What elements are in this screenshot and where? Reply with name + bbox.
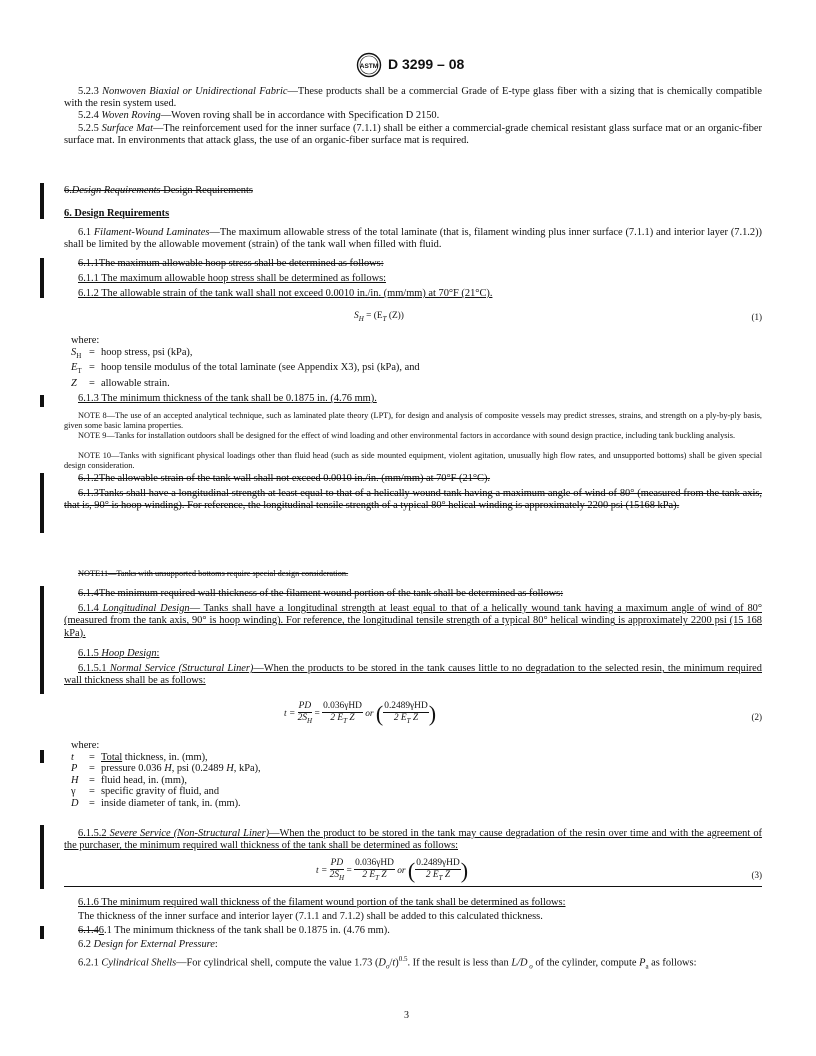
paragraph-5-2-3: 5.2.3 Nonwoven Biaxial or Unidirectional Fabric—These products shall be a commercial Grade of E-type glass fiber with a sizing that is chemically compatible with the resin system used. (64, 86, 762, 110)
paragraph-6-1-3-deleted: 6.1.3Tanks shall have a longitudinal strength at least equal to that of a helically wound tank having a maximum angle of wind of 80° (measured from the tank axis, that is, 90° is hoop winding). For reference, the longitudinal tensile strength of a typical 80° helical winding is approximately 2200 psi (15168 kPa). (64, 488, 762, 512)
change-bar (40, 258, 44, 298)
definitions-1: where: $S_H$ = hoop stress, psi (kPa), $E_T$ = hoop tensile modulus of the total laminate (see Appendix X3), psi (kPa), and Z = allowable strain. (71, 335, 420, 389)
section-6-heading-deleted: 6.Design Requirements Design Requirements (64, 185, 253, 196)
definitions-2: where: t = Total thickness, in. (mm), P = pressure 0.036 H, psi (0.2489 H, kPa), H = fluid head, in. (mm), γ = specific gravity of fluid, and D = inside diameter of tank, in. (mm). (71, 740, 261, 809)
equation-3: t = $\frac{PD}{2S_H}$ = $\frac{\text{0.036γHD}}{2 E_T Z}$ or ( $\frac{\text{0.2489γHD}}{2 E_T Z}$ ) (316, 858, 469, 883)
standard-designation: D 3299 – 08 (388, 56, 465, 72)
paragraph-6-1-1: 6.1.1 The maximum allowable hoop stress shall be determined as follows: (78, 273, 387, 284)
change-bar (40, 395, 44, 407)
note-8: NOTE 8—The use of an accepted analytical technique, such as laminated plate theory (LPT), for design and analysis of composite vessels may predict stresses, strains, and strength on a ply-by-ply basis, given some basic lamina properties. (64, 411, 762, 431)
paragraph-6-1-5-2: 6.1.5.2 Severe Service (Non-Structural Liner)—When the product to be stored in the tank may cause degradation of the resin over time and with the agreement of the purchaser, the minimum required wall thickness of the tank shall be determined as follows: (64, 828, 763, 852)
equation-number-1: (1) (751, 312, 762, 322)
paragraph-5-2-5: 5.2.5 Surface Mat—The reinforcement used for the inner surface (7.1.1) shall be either a commercial-grade chemical resistant glass surface mat or an organic-fiber surface mat. In environments that attack glass, the use of an organic-fiber surface mat is required. (64, 123, 762, 147)
change-bar (40, 586, 44, 694)
change-bar (40, 750, 44, 763)
equation-number-3: (3) (751, 870, 762, 880)
paragraph-6-1-4: 6.1.4 Longitudinal Design— Tanks shall have a longitudinal strength at least equal to that of a helically wound tank having a maximum angle of wind of 80° (measured from the tank axis, 90° is hoop winding). For reference, the longitudinal tensile strength of a typical 80° helical winding is approximately 2200 psi (15 168 kPa). (64, 603, 762, 639)
paragraph-6-1: 6.1 Filament-Wound Laminates—The maximum allowable stress of the total laminate (that is, filament winding plus inner surface (7.1.1) and interior layer (7.1.2)) shall be limited by the allowable movement (strain) of the tank wall when filled with fluid. (64, 227, 762, 251)
change-bar (40, 825, 44, 889)
equation-number-2: (2) (751, 712, 762, 722)
page-number: 3 (404, 1010, 409, 1021)
change-bar (40, 926, 44, 939)
paragraph-6-1-2: 6.1.2 The allowable strain of the tank wall shall not exceed 0.0010 in./in. (mm/mm) at 70°F (21°C). (78, 288, 493, 299)
change-bar (40, 183, 44, 219)
paragraph-6-1-6: 6.1.6 The minimum required wall thickness of the filament wound portion of the tank shall be determined as follows: (78, 897, 566, 908)
paragraph-6-1-1-deleted: 6.1.1The maximum allowable hoop stress shall be determined as follows: (78, 258, 384, 269)
paragraph-6-1-6-continued: The thickness of the inner surface and interior layer (7.1.1 and 7.1.2) shall be added to this calculated thickness. (78, 911, 543, 922)
paragraph-6-1-3: 6.1.3 The minimum thickness of the tank shall be 0.1875 in. (4.76 mm). (78, 393, 377, 404)
paragraph-6-1-6-1: 6.1.46.1 The minimum thickness of the tank shall be 0.1875 in. (4.76 mm). (78, 925, 390, 936)
paragraph-6-1-5: 6.1.5 Hoop Design: (78, 648, 160, 659)
note-10: NOTE 10—Tanks with significant physical loadings other than fluid head (such as side mounted equipment, violent agitation, unusually high flow rates, and unsupported bottoms) shall be given special design consideration. (64, 451, 762, 471)
paragraph-6-2: 6.2 Design for External Pressure: (78, 939, 218, 950)
note-9: NOTE 9—Tanks for installation outdoors shall be designed for the effect of wind loading and other environmental factors in accordance with sound design practice, including tank buckling analysis. (78, 431, 736, 440)
paragraph-5-2-4: 5.2.4 Woven Roving—Woven roving shall be in accordance with Specification D 2150. (78, 110, 440, 121)
note-11-deleted: NOTE11—Tanks with unsupported bottoms require special design consideration. (78, 569, 349, 578)
astm-logo (356, 52, 382, 78)
section-6-heading: 6. Design Requirements (64, 208, 170, 219)
paragraph-6-1-5-1: 6.1.5.1 Normal Service (Structural Liner)—When the products to be stored in the tank causes little to no degradation to the selected resin, the minimum required wall thickness shall be as follows: (64, 663, 762, 687)
change-bar (40, 473, 44, 533)
paragraph-6-1-4-deleted: 6.1.4The minimum required wall thickness of the filament wound portion of the tank shall be determined as follows: (78, 588, 564, 599)
equation-1: $S_H = (E_T$ (Z)) (354, 311, 404, 323)
equation-3-underline (64, 886, 762, 887)
logo-text: ASTM (359, 63, 379, 70)
paragraph-6-1-2-deleted: 6.1.2The allowable strain of the tank wall shall not exceed 0.0010 in./in. (mm/mm) at 70°F (21°C). (78, 473, 491, 484)
equation-2: t = $\frac{PD}{2S_H}$ = $\frac{\text{0.036γHD}}{2 E_T Z}$ or ( $\frac{\text{0.2489γHD}}{2 E_T Z}$ ) (284, 701, 437, 726)
paragraph-6-2-1: 6.2.1 Cylindrical Shells—For cylindrical shell, compute the value 1.73 $(D_o/t)^{0.5}$. If the result is less than L/D $_o$ of the cylinder, compute $P_a$ as follows: (78, 955, 697, 971)
